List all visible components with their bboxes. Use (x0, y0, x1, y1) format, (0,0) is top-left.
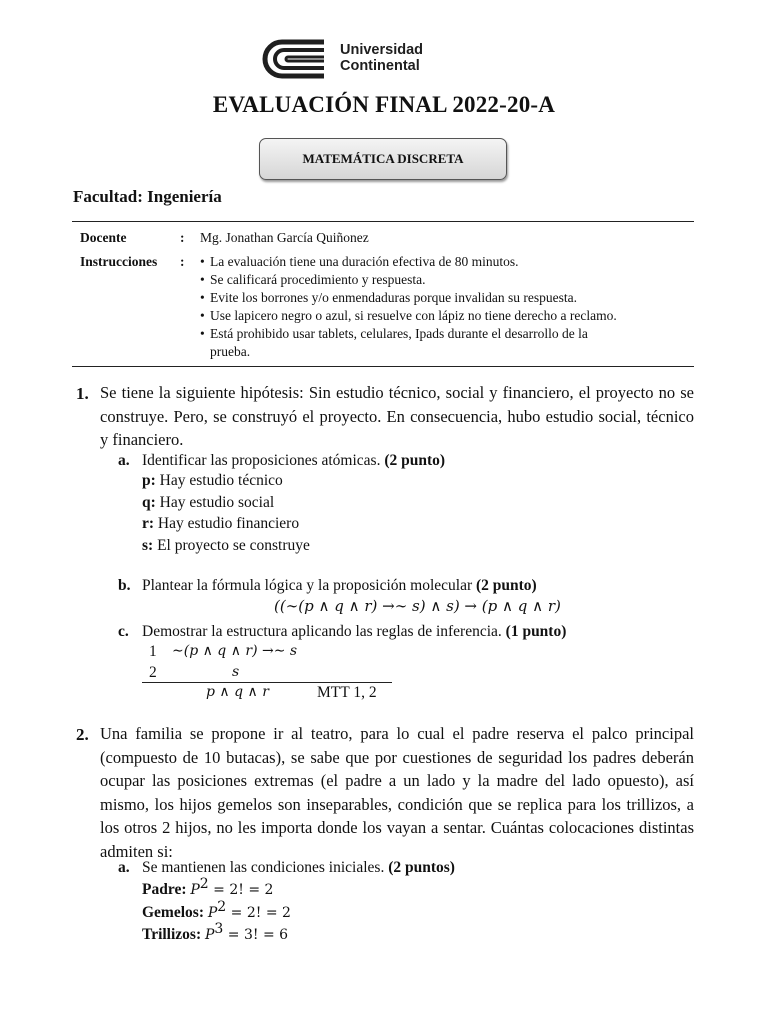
question-1-text: Se tiene la siguiente hipótesis: Sin estudio técnico, social y financiero, el proyecto no se construye. Pero, se construyó el proyecto. En consecuencia, hubo estudio social, técnico y financiero. (100, 383, 694, 449)
proof-conclusion: p ∧ q ∧ r (206, 684, 269, 700)
logo-line2: Continental (340, 58, 420, 74)
logo-mark-icon (262, 38, 332, 80)
docente-label: Docente (80, 230, 127, 245)
proposition-p: p: Hay estudio técnico (142, 472, 283, 489)
divider-top (72, 221, 694, 222)
proof-rule-name: MTT 1, 2 (317, 684, 377, 701)
divider-bottom (72, 366, 694, 367)
proof-line-number: 1 (149, 643, 157, 660)
atomic-propositions (142, 470, 310, 556)
q1-b-label: b. (118, 577, 131, 594)
info-table (80, 229, 690, 361)
instruction-item: • La evaluación tiene una duración efectiva de 80 minutos. (200, 253, 690, 271)
molecular-formula: ((∼(p ∧ q ∧ r) →∼ s) ∧ s) → (p ∧ q ∧ r) (274, 597, 561, 615)
instructions-label: Instrucciones (80, 254, 158, 269)
q1-a-text: Identificar las proposiciones atómicas. (2 punto) (142, 452, 446, 469)
course-badge (259, 138, 507, 180)
faculty-label: Facultad: Ingeniería (73, 187, 222, 206)
proof-premise: s (232, 664, 240, 680)
q2-a-label: a. (118, 859, 130, 876)
page-title: EVALUACIÓN FINAL 2022-20-A (212, 92, 556, 117)
logo-text (340, 42, 423, 74)
colon: : (180, 230, 185, 245)
permutation-gemelos: Gemelos: $P^2 = 2$! = 2 (142, 898, 291, 921)
logo-line1: Universidad (340, 42, 423, 58)
instruction-continuation: prueba. (210, 344, 251, 359)
proof-premise: ∼(p ∧ q ∧ r) →∼ s (172, 643, 298, 659)
docente-row (80, 229, 690, 247)
question-2-text: Una familia se propone ir al teatro, para lo cual el padre reserva el palco principal (compuesto de 10 butacas), se sabe que por cuestiones de seguridad los padres deberán ocupar las posiciones extremas (el padre a un lado y la madre del lado opuesto), así mismo, los hijos gemelos son inseparables, condición que se replica para los trillizos, a los otros 2 hijos, no les importa donde los vayan a sentar. Cuántas colocaciones distintas admiten si: (100, 724, 694, 861)
q1-c-label: c. (118, 623, 129, 640)
question-2-number: 2. (76, 725, 89, 744)
permutation-padre: Padre: $P^2 = 2$! = 2 (142, 875, 274, 898)
proposition-s: s: El proyecto se construye (142, 536, 310, 554)
proof-line-number: 2 (149, 664, 157, 681)
q1-a-label: a. (118, 452, 130, 469)
q1-c-text: Demostrar la estructura aplicando las reglas de inferencia. (1 punto) (142, 623, 567, 640)
proposition-q: q: Hay estudio social (142, 493, 275, 511)
permutation-list (142, 875, 291, 947)
q2-a-text: Se mantienen las condiciones iniciales. (2 puntos) (142, 859, 455, 876)
instruction-item: • Está prohibido usar tablets, celulares, Ipads durante el desarrollo de la (200, 325, 690, 343)
instructions-row (80, 253, 690, 361)
instruction-item: • Use lapicero negro o azul, si resuelve con lápiz no tiene derecho a reclamo. (200, 307, 690, 325)
instruction-item: • Se calificará procedimiento y respuesta. (200, 271, 690, 289)
course-name: MATEMÁTICA DISCRETA (302, 151, 464, 166)
proposition-r: r: Hay estudio financiero (142, 515, 300, 532)
docente-value: Mg. Jonathan García Quiñonez (200, 230, 369, 245)
permutation-trillizos: Trillizos: $P^3 = 3$! = 6 (142, 920, 289, 943)
instruction-item: • Evite los borrones y/o enmendaduras porque invalidan su respuesta. (200, 289, 690, 307)
question-1-number: 1. (76, 384, 89, 403)
q1-b-text: Plantear la fórmula lógica y la proposición molecular (2 punto) (142, 577, 537, 594)
instructions-list (200, 253, 690, 343)
colon: : (180, 254, 185, 269)
